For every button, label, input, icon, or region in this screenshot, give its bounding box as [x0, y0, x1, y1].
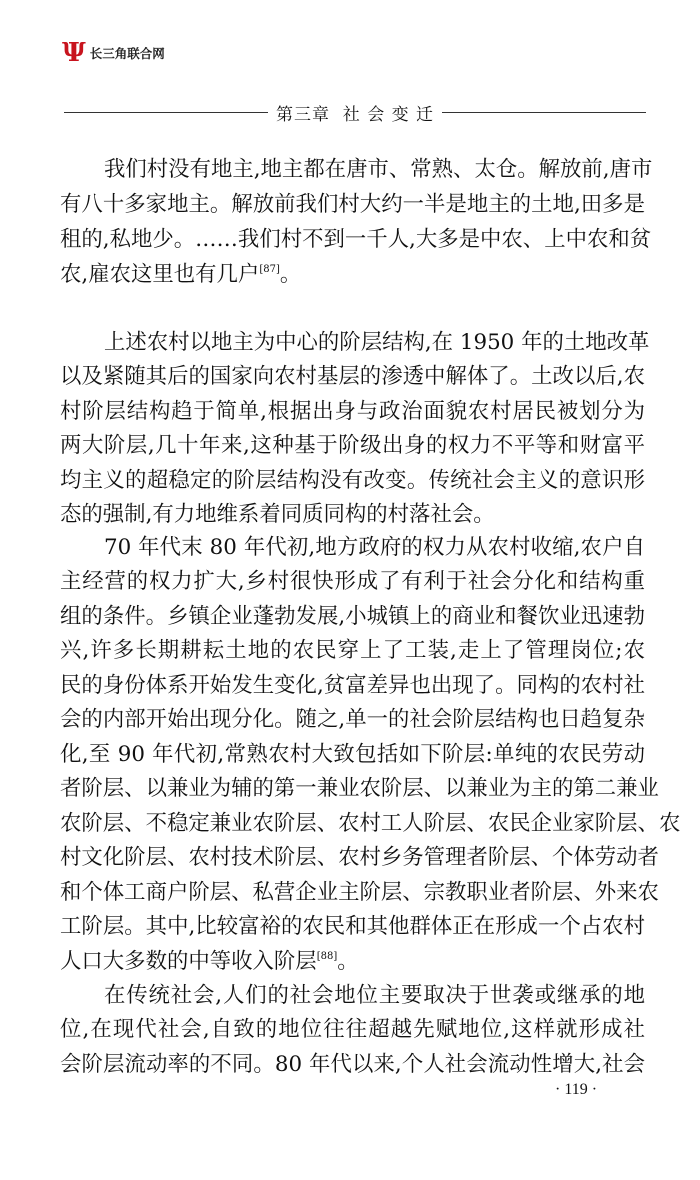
- text-line: 均主义的超稳定的阶层结构没有改变。传统社会主义的意识形: [60, 468, 645, 493]
- quote-end: 。: [279, 262, 302, 287]
- page-number: · 119 ·: [555, 1081, 598, 1098]
- text-line: 化,至 90 年代初,常熟农村大致包括如下阶层:单纯的农民劳动: [60, 742, 645, 767]
- text-line: 工阶层。其中,比较富裕的农民和其他群体正在形成一个占农村: [60, 914, 645, 939]
- header-rule-right: [442, 112, 646, 113]
- chapter-header: [64, 100, 646, 125]
- text-line: 以及紧随其后的国家向农村基层的渗透中解体了。土改以后,农: [60, 364, 645, 389]
- quote-line: 有八十多家地主。解放前我们村大约一半是地主的土地,田多是: [60, 192, 645, 217]
- text-line: 农阶层、不稳定兼业农阶层、农村工人阶层、农民企业家阶层、农: [60, 811, 681, 836]
- text-line: 70 年代末 80 年代初,地方政府的权力从农村收缩,农户自: [104, 535, 645, 560]
- text-line: 兴,许多长期耕耘土地的农民穿上了工装,走上了管理岗位;农: [60, 638, 645, 663]
- quote-line: 我们村没有地主,地主都在唐市、常熟、太仓。解放前,唐市: [104, 157, 653, 182]
- text-line: 村文化阶层、农村技术阶层、农村乡务管理者阶层、个体劳动者: [60, 845, 659, 870]
- text-line: 村阶层结构趋于简单,根据出身与政治面貌农村居民被划分为: [60, 399, 645, 424]
- header-rule-left: [64, 112, 268, 113]
- text-line: 者阶层、以兼业为辅的第一兼业农阶层、以兼业为主的第二兼业: [60, 776, 659, 801]
- logo-text: 长三角联合网: [89, 46, 165, 61]
- text-end: 。: [337, 949, 359, 974]
- quote-line: 租的,私地少。……我们村不到一千人,大多是中农、上中农和贫: [60, 227, 652, 252]
- text-span: 人口大多数的中等收入阶层: [60, 949, 317, 974]
- footnote-ref[interactable]: [87]: [259, 264, 280, 275]
- text-line: 和个体工商户阶层、私营企业主阶层、宗教职业者阶层、外来农: [60, 880, 659, 905]
- text-line: [60, 945, 645, 979]
- text-line: 态的强制,有力地维系着同质同构的村落社会。: [60, 502, 495, 527]
- text-line: 上述农村以地主为中心的阶层结构,在 1950 年的土地改革: [104, 330, 650, 355]
- site-logo: [62, 40, 165, 66]
- chapter-title: 第三章 社 会 变 迁: [275, 105, 435, 125]
- text-line: 民的身份体系开始发生变化,贫富差异也出现了。同构的农村社: [60, 673, 645, 698]
- text-line: 两大阶层,几十年来,这种基于阶级出身的权力不平等和财富平: [60, 433, 645, 458]
- text-line: 组的条件。乡镇企业蓬勃发展,小城镇上的商业和餐饮业迅速勃: [60, 604, 645, 629]
- logo-icon: Ψ: [62, 38, 86, 68]
- quote-line: [60, 258, 645, 292]
- footnote-ref[interactable]: [88]: [316, 951, 338, 962]
- text-line: 主经营的权力扩大,乡村很快形成了有利于社会分化和结构重: [60, 569, 645, 594]
- text-line: 在传统社会,人们的社会地位主要取决于世袭或继承的地: [104, 983, 645, 1008]
- text-line: 会阶层流动率的不同。80 年代以来,个人社会流动性增大,社会: [60, 1052, 645, 1077]
- text-line: 会的内部开始出现分化。随之,单一的社会阶层结构也日趋复杂: [60, 707, 645, 732]
- text-line: 位,在现代社会,自致的地位往往超越先赋地位,这样就形成社: [60, 1017, 645, 1042]
- quote-text: 农,雇农这里也有几户: [60, 262, 260, 287]
